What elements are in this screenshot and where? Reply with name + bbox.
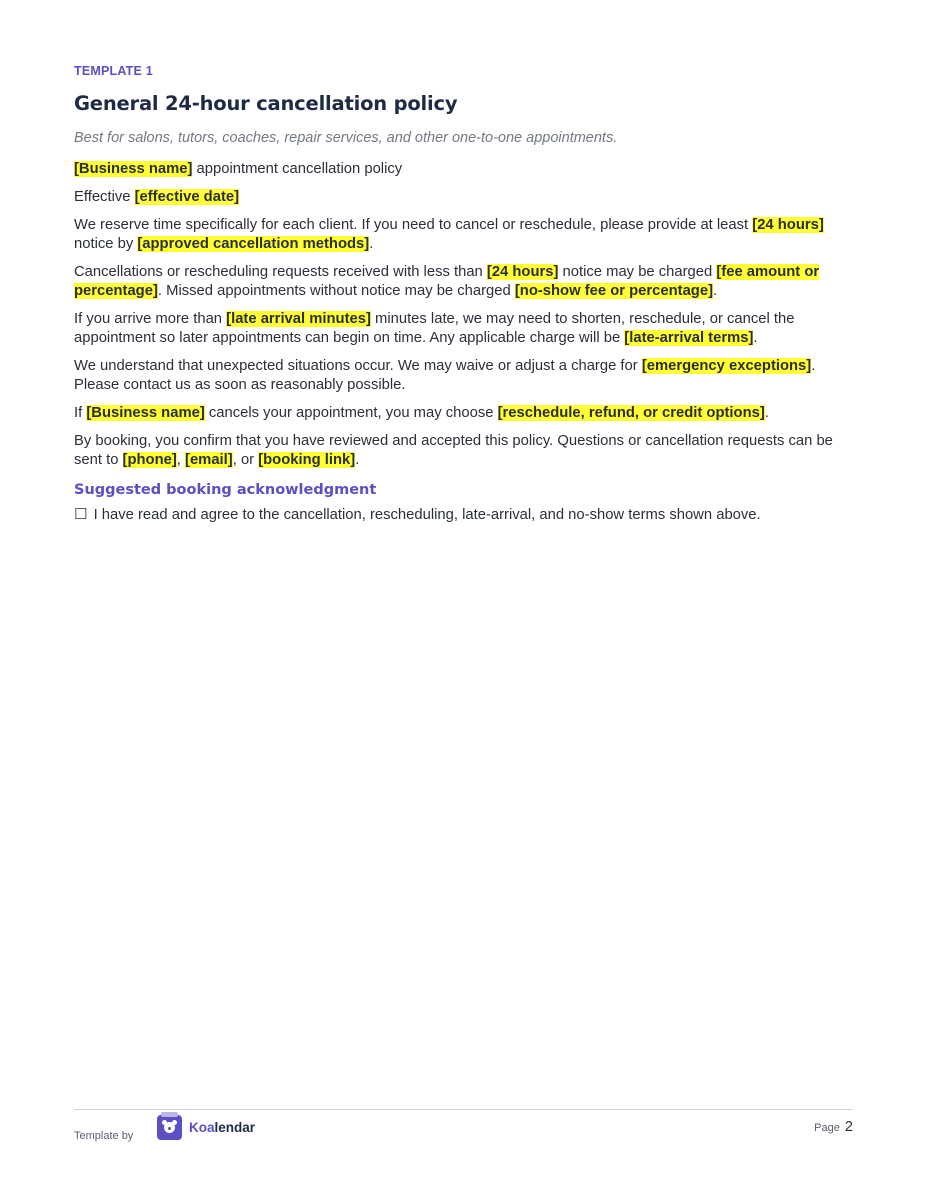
placeholder-remedy-options: [reschedule, refund, or credit options]: [497, 405, 765, 421]
policy-body: [74, 160, 854, 525]
text-run: Cancellations or rescheduling requests received with less than: [74, 264, 487, 280]
text-run: .: [753, 330, 758, 346]
late-arrival-paragraph: [74, 310, 854, 348]
placeholder-business-name: [Business name]: [74, 161, 193, 177]
notice-paragraph: [74, 216, 854, 254]
text-run: notice by: [74, 236, 138, 252]
placeholder-late-minutes: [late arrival minutes]: [226, 311, 371, 327]
contact-paragraph: [74, 432, 854, 470]
text-run: By booking, you confirm that you have reviewed and accepted this policy. Questions or cancellation requests can be sent to: [74, 433, 833, 468]
placeholder-effective-date: [effective date]: [134, 189, 240, 205]
page-number: 2: [844, 1119, 853, 1135]
footer-divider: [74, 1109, 853, 1110]
policy-header-suffix: appointment cancellation policy: [192, 161, 403, 177]
text-run: minutes late, we may need to shorten, reschedule, or cancel the appointment so later appointments can begin on time. Any applicable charge will be: [74, 311, 795, 346]
text-run: If: [74, 405, 87, 421]
placeholder-phone: [phone]: [122, 452, 177, 468]
checkbox-icon[interactable]: ☐: [74, 505, 88, 523]
koalendar-logo[interactable]: [157, 1115, 255, 1140]
text-run: cancels your appointment, you may choose: [204, 405, 498, 421]
page-label: Page: [814, 1122, 840, 1134]
placeholder-email: [email]: [185, 452, 233, 468]
text-run: ,: [176, 452, 186, 468]
text-run: We reserve time specifically for each client. If you need to cancel or reschedule, please provide at least: [74, 217, 753, 233]
page-subtitle: Best for salons, tutors, coaches, repair services, and other one-to-one appointments.: [74, 130, 618, 146]
text-run: , or: [232, 452, 259, 468]
text-run: If you arrive more than: [74, 311, 227, 327]
placeholder-booking-link: [booking link]: [258, 452, 356, 468]
text-run: . Missed appointments without notice may be charged: [157, 283, 515, 299]
placeholder-no-show-fee: [no-show fee or percentage]: [514, 283, 713, 299]
page-number-block: [814, 1119, 853, 1135]
placeholder-business-name-2: [Business name]: [86, 405, 205, 421]
koala-logo-icon: [157, 1115, 182, 1140]
placeholder-cancellation-methods: [approved cancellation methods]: [137, 236, 370, 252]
logo-wordmark-rest: lendar: [214, 1120, 256, 1135]
placeholder-fee-amount: [fee amount or percentage]: [74, 264, 820, 299]
page-title: General 24-hour cancellation policy: [74, 92, 458, 115]
exceptions-paragraph: [74, 357, 854, 395]
acknowledgment-line: [74, 505, 854, 525]
text-run: .: [713, 283, 718, 299]
logo-wordmark: [189, 1120, 255, 1135]
effective-prefix: Effective: [74, 189, 135, 205]
effective-date-line: [74, 188, 854, 207]
text-run: .: [764, 405, 769, 421]
logo-wordmark-accent: Koa: [189, 1120, 215, 1135]
footer-template-by: Template by: [74, 1130, 134, 1142]
policy-header-line: [74, 160, 854, 179]
acknowledgment-text: I have read and agree to the cancellation, rescheduling, late-arrival, and no-show terms shown above.: [89, 507, 761, 523]
business-cancels-paragraph: [74, 404, 854, 423]
text-run: . Please contact us as soon as reasonably possible.: [74, 358, 816, 393]
template-label: TEMPLATE 1: [74, 64, 153, 78]
placeholder-emergency-exceptions: [emergency exceptions]: [641, 358, 812, 374]
text-run: notice may be charged: [558, 264, 717, 280]
fees-paragraph: [74, 263, 854, 301]
text-run: .: [369, 236, 374, 252]
text-run: .: [355, 452, 360, 468]
acknowledgment-heading: Suggested booking acknowledgment: [74, 482, 377, 498]
placeholder-late-terms: [late-arrival terms]: [624, 330, 754, 346]
text-run: We understand that unexpected situations occur. We may waive or adjust a charge for: [74, 358, 642, 374]
placeholder-notice-hours: [24 hours]: [752, 217, 824, 233]
placeholder-notice-hours-2: [24 hours]: [486, 264, 559, 280]
